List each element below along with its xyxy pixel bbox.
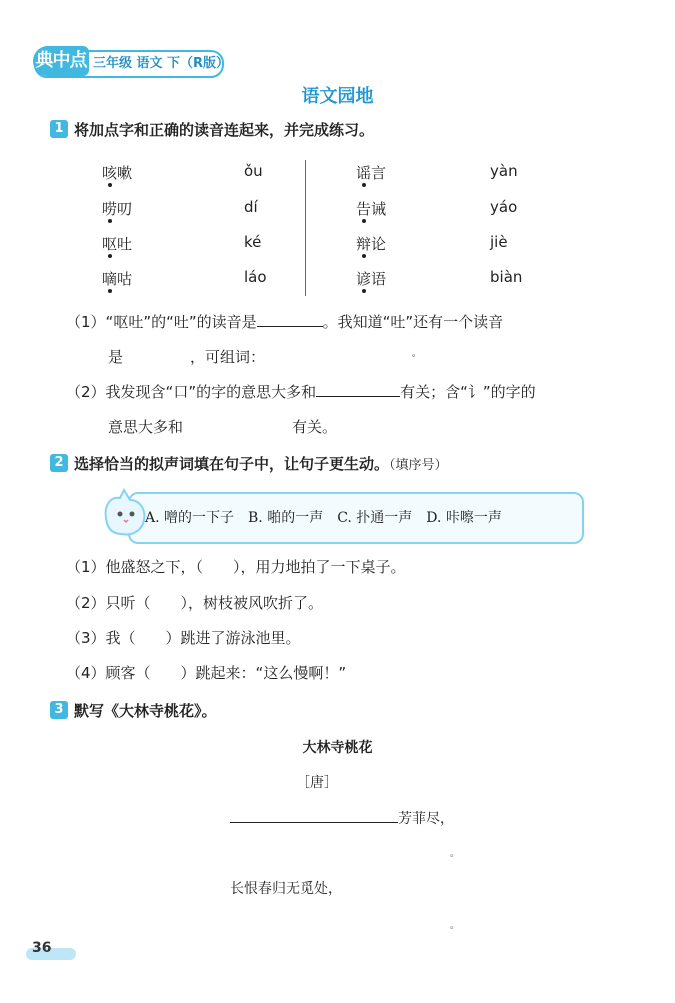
onomatopoeia-options: A. 噌的一下子 B. 啪的一声 C. 扑通一声 D. 咔嚓一声 [145,510,502,526]
q2-title: 选择恰当的拟声词填在句子中，让句子更生动。（填序号） [74,455,448,473]
left-word-4: 嘀咕 [102,270,133,288]
right-word-2: 告诫 [356,200,387,218]
poem-title: 大林寺桃花 [302,740,373,756]
right-word-4: 谚语 [356,270,387,288]
q1-sub2-line2b: 有关。 [292,418,338,436]
q2-sentence-3: （3）我（ ）跳进了游泳池里。 [66,629,301,647]
left-pinyin-4: láo [244,268,267,286]
q3-title: 默写《大林寺桃花》。 [74,702,217,720]
left-word-3: 呕吐 [102,235,133,253]
left-pinyin-2: dí [244,198,258,216]
page-number: 36 [32,940,52,956]
poem-line-2-end: 。 [450,849,460,859]
left-word-1: 咳嗽 [102,164,133,182]
answer-blank[interactable] [257,326,323,327]
right-pinyin-3: jiè [490,233,508,251]
emphasis-dot [362,183,366,187]
header-grade-subject: 三年级 语文 下（R版） [93,56,230,71]
q1-sub2-line1: （2）我发现含“口”的字的意思大多和 有关；含“讠”的字的 [66,383,536,401]
q2-sentence-4: （4）顾客（ ）跳起来：“这么慢啊！” [66,664,347,682]
q1-number-badge: 1 [50,120,68,138]
poem-line-4-end: 。 [450,921,460,931]
q2-sentence-1: （1）他盛怒之下，（ ），用力地拍了一下桌子。 [66,558,406,576]
right-pinyin-4: biàn [490,268,523,286]
q1-sub2-line2a: 意思大多和 [108,418,184,436]
page-title: 语文园地 [301,86,374,107]
emphasis-dot [108,289,112,293]
emphasis-dot [108,219,112,223]
emphasis-dot [108,254,112,258]
q2-sentence-2: （2）只听（ ），树枝被风吹折了。 [66,594,324,612]
emphasis-dot [362,254,366,258]
left-pinyin-3: ké [244,233,262,251]
q1-title: 将加点字和正确的读音连起来，并完成练习。 [74,121,375,139]
right-pinyin-2: yáo [490,198,518,216]
right-pinyin-1: yàn [490,162,518,180]
emphasis-dot [108,183,112,187]
poem-author: ［唐］ [296,775,338,791]
q1-sub1-line2a: 是 [108,348,124,366]
q1-sub1-line2c: 。 [412,349,422,359]
cat-icon [100,488,148,538]
q1-sub1-line2b: ，可组词： [190,348,266,366]
poem-line-1: 芳菲尽， [230,808,454,828]
q3-number-badge: 3 [50,701,68,719]
right-word-1: 谣言 [356,164,387,182]
series-logo: 典中点 [33,46,89,76]
q2-number-badge: 2 [50,454,68,472]
answer-blank[interactable] [316,396,400,397]
left-pinyin-1: ǒu [244,162,263,180]
q1-sub1-line1: （1）“呕吐”的“吐”的读音是 。我知道“吐”还有一个读音 [66,313,504,331]
column-divider [305,160,306,296]
emphasis-dot [362,289,366,293]
emphasis-dot [362,219,366,223]
answer-blank[interactable] [230,822,398,823]
left-word-2: 唠叨 [102,200,133,218]
poem-line-3: 长恨春归无觅处， [230,881,342,897]
right-word-3: 辩论 [356,235,387,253]
